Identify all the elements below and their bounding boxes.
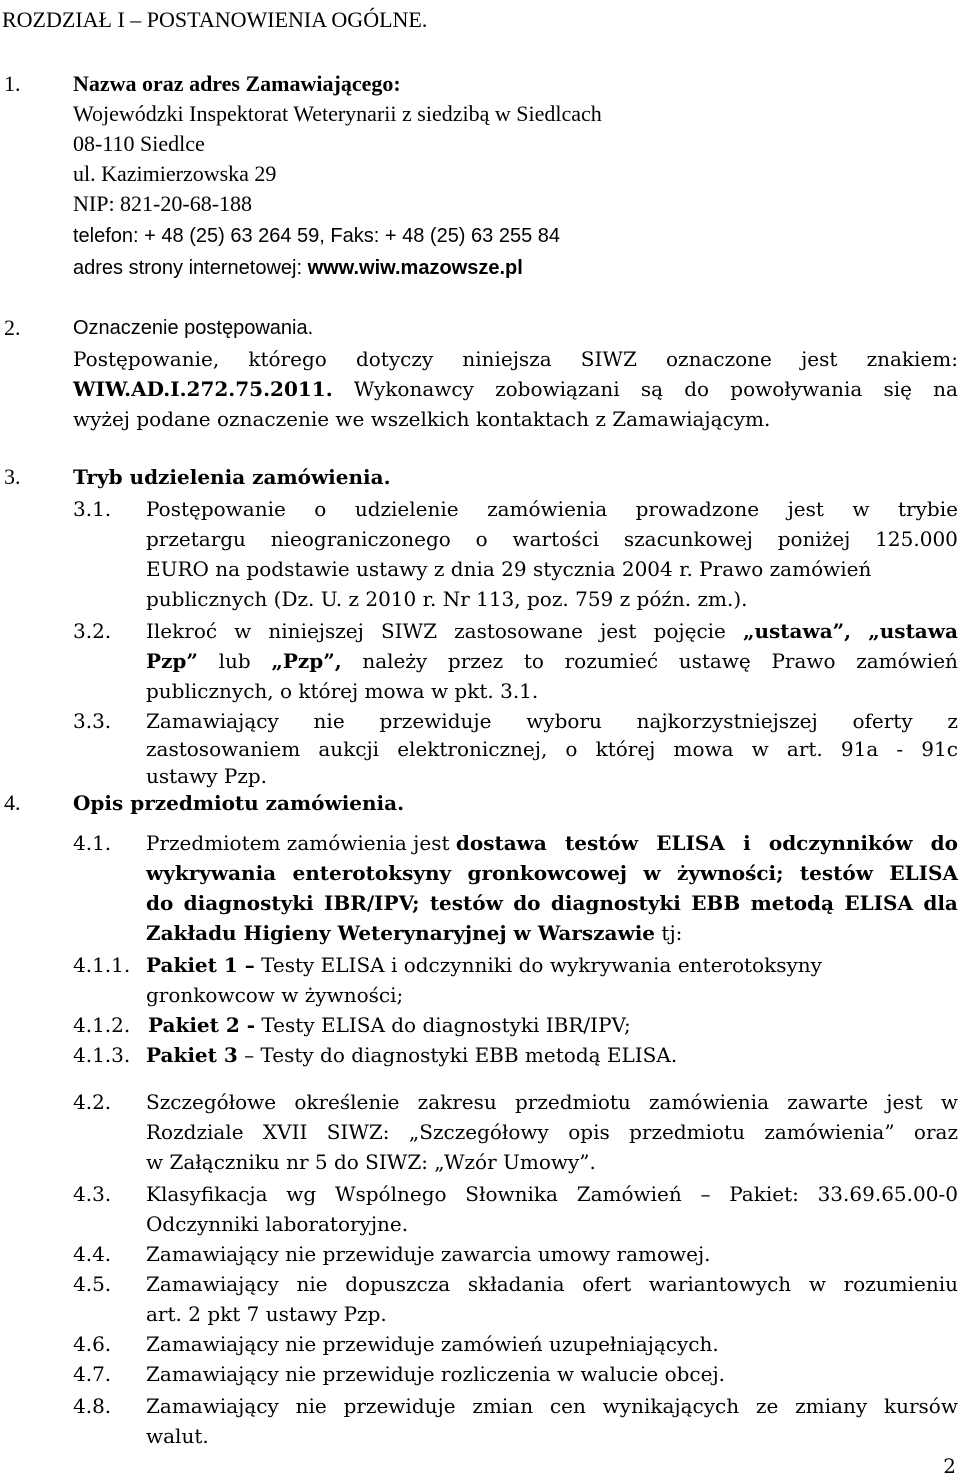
- word: „ustawa”,: [743, 619, 852, 643]
- section-1-title: Nazwa oraz adres Zamawiającego:: [73, 71, 401, 96]
- paragraph-line: publicznych (Dz. U. z 2010 r. Nr 113, poz. 759 z późn. zm.).: [146, 587, 748, 611]
- point-number: 4.6.: [73, 1332, 112, 1356]
- word: w: [852, 497, 870, 521]
- word: niniejszej: [268, 619, 364, 643]
- word: dopuszcza: [345, 1272, 451, 1296]
- paragraph-line: walut.: [146, 1424, 209, 1448]
- word: wariantowych: [648, 1272, 792, 1296]
- word: o: [565, 737, 578, 761]
- point-number: 4.4.: [73, 1242, 112, 1266]
- word: zmian: [472, 1394, 534, 1418]
- word: „ustawa: [868, 619, 958, 643]
- word: Słownika: [465, 1182, 558, 1206]
- paragraph-line: [146, 497, 958, 521]
- word: jest: [600, 619, 637, 643]
- package-label: Pakiet 1 –: [146, 953, 255, 977]
- word: się: [883, 377, 912, 401]
- word: przewiduje: [343, 1394, 456, 1418]
- point-number: 4.1.1.: [73, 953, 131, 977]
- point-number: 4.7.: [73, 1362, 112, 1386]
- paragraph-line: Zamawiający nie przewiduje rozliczenia w walucie obcej.: [146, 1362, 726, 1386]
- word: cen: [549, 1394, 586, 1418]
- word: Testy ELISA i odczynniki do wykrywania enterotoksyny: [254, 953, 822, 977]
- word: jest: [886, 1090, 923, 1114]
- section-2-line: [73, 347, 958, 371]
- word: zamówienia: [648, 1090, 770, 1114]
- word: lub: [218, 649, 251, 673]
- word: Rozdziale: [146, 1120, 244, 1144]
- word: dotyczy: [355, 347, 434, 371]
- paragraph-line: w Załączniku nr 5 do SIWZ: „Wzór Umowy”.: [146, 1150, 596, 1174]
- word: to: [523, 649, 544, 673]
- word: do: [684, 377, 710, 401]
- word: –: [700, 1182, 711, 1206]
- word: określenie: [294, 1090, 400, 1114]
- word: diagnostyki: [550, 891, 681, 915]
- word: testów: [799, 861, 873, 885]
- word: opis: [568, 1120, 610, 1144]
- word: SIWZ:: [326, 1120, 390, 1144]
- word: Pzp”: [146, 649, 198, 673]
- point-number: 4.1.2.: [73, 1013, 131, 1037]
- word: przedmiotu: [629, 1120, 745, 1144]
- word: oznaczone: [666, 347, 772, 371]
- paragraph-line: EURO na podstawie ustawy z dnia 29 stycznia 2004 r. Prawo zamówień: [146, 557, 872, 581]
- point-number: 4.1.3.: [73, 1043, 131, 1067]
- section-2-line: wyżej podane oznaczenie we wszelkich kontaktach z Zamawiającym.: [73, 407, 771, 431]
- word: mowa: [673, 737, 734, 761]
- word: są: [640, 377, 664, 401]
- paragraph-line: publicznych, o której mowa w pkt. 3.1.: [146, 679, 539, 703]
- section-1-line: telefon: + 48 (25) 63 264 59, Faks: + 48 (25) 63 255 84: [73, 225, 561, 247]
- point-number: 3.3.: [73, 709, 112, 733]
- word: nie: [313, 709, 345, 733]
- word: nieograniczonego: [270, 527, 451, 551]
- word: składania: [467, 1272, 565, 1296]
- word: tj:: [655, 921, 683, 945]
- section-4-title: Opis przedmiotu zamówienia.: [73, 791, 405, 815]
- point-number: 4.3.: [73, 1182, 112, 1206]
- package-label: Pakiet 3: [146, 1043, 238, 1067]
- word: w: [940, 1090, 958, 1114]
- word: elektronicznej,: [397, 737, 548, 761]
- word: o: [475, 527, 488, 551]
- word: szacunkowej: [623, 527, 753, 551]
- paragraph-line: [146, 1120, 958, 1144]
- word: rozumieniu: [843, 1272, 958, 1296]
- word: przewiduje: [379, 709, 492, 733]
- paragraph-line: [146, 861, 958, 885]
- word: – Testy do diagnostyki EBB metodą ELISA.: [237, 1043, 678, 1067]
- word: i: [743, 831, 751, 855]
- word: Przedmiotem zamówienia jest: [146, 831, 456, 855]
- section-1-line: NIP: 821-20-68-188: [73, 191, 253, 216]
- point-number: 4.5.: [73, 1272, 112, 1296]
- word: znakiem:: [866, 347, 958, 371]
- word: aukcji: [318, 737, 380, 761]
- word: pojęcie: [653, 619, 726, 643]
- word: enterotoksyny: [292, 861, 452, 885]
- word: powoływania: [730, 377, 863, 401]
- word: wykrywania: [146, 861, 277, 885]
- word: w: [751, 737, 769, 761]
- section-3-number: 3.: [4, 464, 21, 489]
- paragraph-line: [146, 619, 958, 643]
- word: Zamawiający: [146, 1394, 279, 1418]
- word: wyboru: [526, 709, 602, 733]
- word: gronkowcowej: [467, 861, 628, 885]
- word: Postępowanie,: [73, 347, 220, 371]
- word: zastosowaniem: [146, 737, 301, 761]
- word: dla: [923, 891, 958, 915]
- paragraph-line: [146, 1394, 958, 1418]
- word: zastosowane: [454, 619, 583, 643]
- word: Ilekroć: [146, 619, 218, 643]
- word: niniejsza: [462, 347, 552, 371]
- paragraph-line: [146, 953, 822, 977]
- word: Testy ELISA do diagnostyki IBR/IPV;: [255, 1013, 631, 1037]
- word: zobowiązani: [495, 377, 620, 401]
- point-number: 4.8.: [73, 1394, 112, 1418]
- section-1-line: Wojewódzki Inspektorat Weterynarii z siedzibą w Siedlcach: [73, 101, 602, 126]
- section-2-line: [73, 377, 958, 401]
- website-label: adres strony internetowej:: [73, 257, 308, 279]
- point-number: 3.1.: [73, 497, 112, 521]
- word: EBB: [691, 891, 741, 915]
- word: jest: [801, 347, 838, 371]
- paragraph-line: Zamawiający nie przewiduje zawarcia umowy ramowej.: [146, 1242, 711, 1266]
- word: rozumieć: [564, 649, 659, 673]
- paragraph-line: [146, 1272, 958, 1296]
- word: oferty: [852, 709, 913, 733]
- word: „Pzp”,: [271, 649, 342, 673]
- chapter-heading: ROZDZIAŁ I – POSTANOWIENIA OGÓLNE.: [2, 7, 428, 32]
- point-number: 4.2.: [73, 1090, 112, 1114]
- word: testów: [429, 891, 503, 915]
- word: 33.69.65.00-0: [817, 1182, 958, 1206]
- word: której: [595, 737, 656, 761]
- word: diagnostyki: [183, 891, 314, 915]
- word: udzielenie: [354, 497, 459, 521]
- section-1-number: 1.: [4, 71, 21, 96]
- word: testów: [565, 831, 639, 855]
- word: zawarte: [787, 1090, 869, 1114]
- paragraph-line: [146, 1043, 677, 1067]
- paragraph-line: [146, 891, 958, 915]
- paragraph-line: [148, 1013, 631, 1037]
- word: przez: [447, 649, 504, 673]
- word: SIWZ: [380, 619, 438, 643]
- word: należy: [362, 649, 428, 673]
- word: ELISA: [889, 861, 958, 885]
- word: przedmiotu: [514, 1090, 631, 1114]
- word: art.: [786, 737, 823, 761]
- word: zamówienia: [487, 497, 608, 521]
- paragraph-line: [146, 1090, 958, 1114]
- word: żywności;: [677, 861, 784, 885]
- word: 125.000: [875, 527, 958, 551]
- word: którego: [248, 347, 327, 371]
- point-number: 4.1.: [73, 831, 112, 855]
- word: ofert: [582, 1272, 632, 1296]
- word: Zamawiający: [146, 1272, 279, 1296]
- paragraph-line: art. 2 pkt 7 ustawy Pzp.: [146, 1302, 387, 1326]
- word: IBR/IPV;: [324, 891, 420, 915]
- paragraph-line: Odczynniki laboratoryjne.: [146, 1212, 409, 1236]
- paragraph-line: ustawy Pzp.: [146, 764, 268, 788]
- word: Szczegółowe: [146, 1090, 277, 1114]
- word: poniżej: [777, 527, 851, 551]
- word: o: [314, 497, 327, 521]
- package-label: Pakiet 2 -: [148, 1013, 256, 1037]
- word: kursów: [883, 1394, 958, 1418]
- page-number: 2: [943, 1454, 956, 1478]
- section-1-line: [73, 256, 523, 280]
- word: w: [234, 619, 252, 643]
- word: ze: [755, 1394, 779, 1418]
- paragraph-line: gronkowcow w żywności;: [146, 983, 404, 1007]
- word: do: [930, 831, 958, 855]
- word: -: [896, 737, 904, 761]
- paragraph-line: [146, 649, 958, 673]
- word: wartości: [512, 527, 600, 551]
- word: Wspólnego: [334, 1182, 447, 1206]
- word: w: [808, 1272, 826, 1296]
- procedure-code: WIW.AD.I.272.75.2011.: [73, 377, 333, 401]
- section-4-number: 4.: [4, 790, 21, 815]
- word: 91a: [840, 737, 879, 761]
- section-1-line: ul. Kazimierzowska 29: [73, 161, 277, 186]
- word: jest: [787, 497, 824, 521]
- word: dostawa: [455, 831, 547, 855]
- word: Postępowanie: [146, 497, 286, 521]
- word: Zamawiający: [146, 709, 279, 733]
- word: prowadzone: [635, 497, 760, 521]
- word: na: [933, 377, 958, 401]
- word: najkorzystniejszej: [636, 709, 818, 733]
- word: 91c: [921, 737, 958, 761]
- paragraph-line: [146, 921, 682, 945]
- word: Klasyfikacja: [146, 1182, 268, 1206]
- word: do: [146, 891, 174, 915]
- section-2-title: Oznaczenie postępowania.: [73, 317, 314, 339]
- paragraph-line: [146, 709, 958, 733]
- paragraph-line: [146, 1182, 958, 1206]
- word: Wykonawcy: [353, 377, 474, 401]
- word: Zakładu Higieny Weterynaryjnej w Warszawie: [146, 921, 656, 945]
- word: do: [513, 891, 541, 915]
- word: Zamówień: [576, 1182, 682, 1206]
- word: ustawę: [678, 649, 751, 673]
- word: nie: [295, 1394, 327, 1418]
- section-3-title: Tryb udzielenia zamówienia.: [73, 465, 391, 489]
- word: z: [947, 709, 958, 733]
- word: wynikających: [602, 1394, 740, 1418]
- word: w: [643, 861, 661, 885]
- word: ELISA: [844, 891, 913, 915]
- word: zamówienia”: [764, 1120, 895, 1144]
- word: Pakiet:: [729, 1182, 799, 1206]
- word: Prawo: [771, 649, 836, 673]
- paragraph-line: [146, 831, 958, 855]
- word: wg: [286, 1182, 317, 1206]
- word: trybie: [898, 497, 958, 521]
- word: przetargu: [146, 527, 246, 551]
- word: ELISA: [656, 831, 725, 855]
- word: zamówień: [856, 649, 958, 673]
- word: zmiany: [795, 1394, 868, 1418]
- word: SIWZ: [580, 347, 637, 371]
- paragraph-line: [146, 527, 958, 551]
- word: XVII: [262, 1120, 308, 1144]
- word: zakresu: [417, 1090, 497, 1114]
- section-1-line: 08-110 Siedlce: [73, 131, 205, 156]
- word: „Szczegółowy: [408, 1120, 549, 1144]
- word: metodą: [750, 891, 835, 915]
- word: odczynników: [768, 831, 913, 855]
- word: nie: [296, 1272, 328, 1296]
- point-number: 3.2.: [73, 619, 112, 643]
- word: oraz: [913, 1120, 958, 1144]
- paragraph-line: [146, 737, 958, 761]
- paragraph-line: Zamawiający nie przewiduje zamówień uzupełniających.: [146, 1332, 719, 1356]
- website-link[interactable]: www.wiw.mazowsze.pl: [307, 257, 523, 279]
- section-2-number: 2.: [4, 315, 21, 340]
